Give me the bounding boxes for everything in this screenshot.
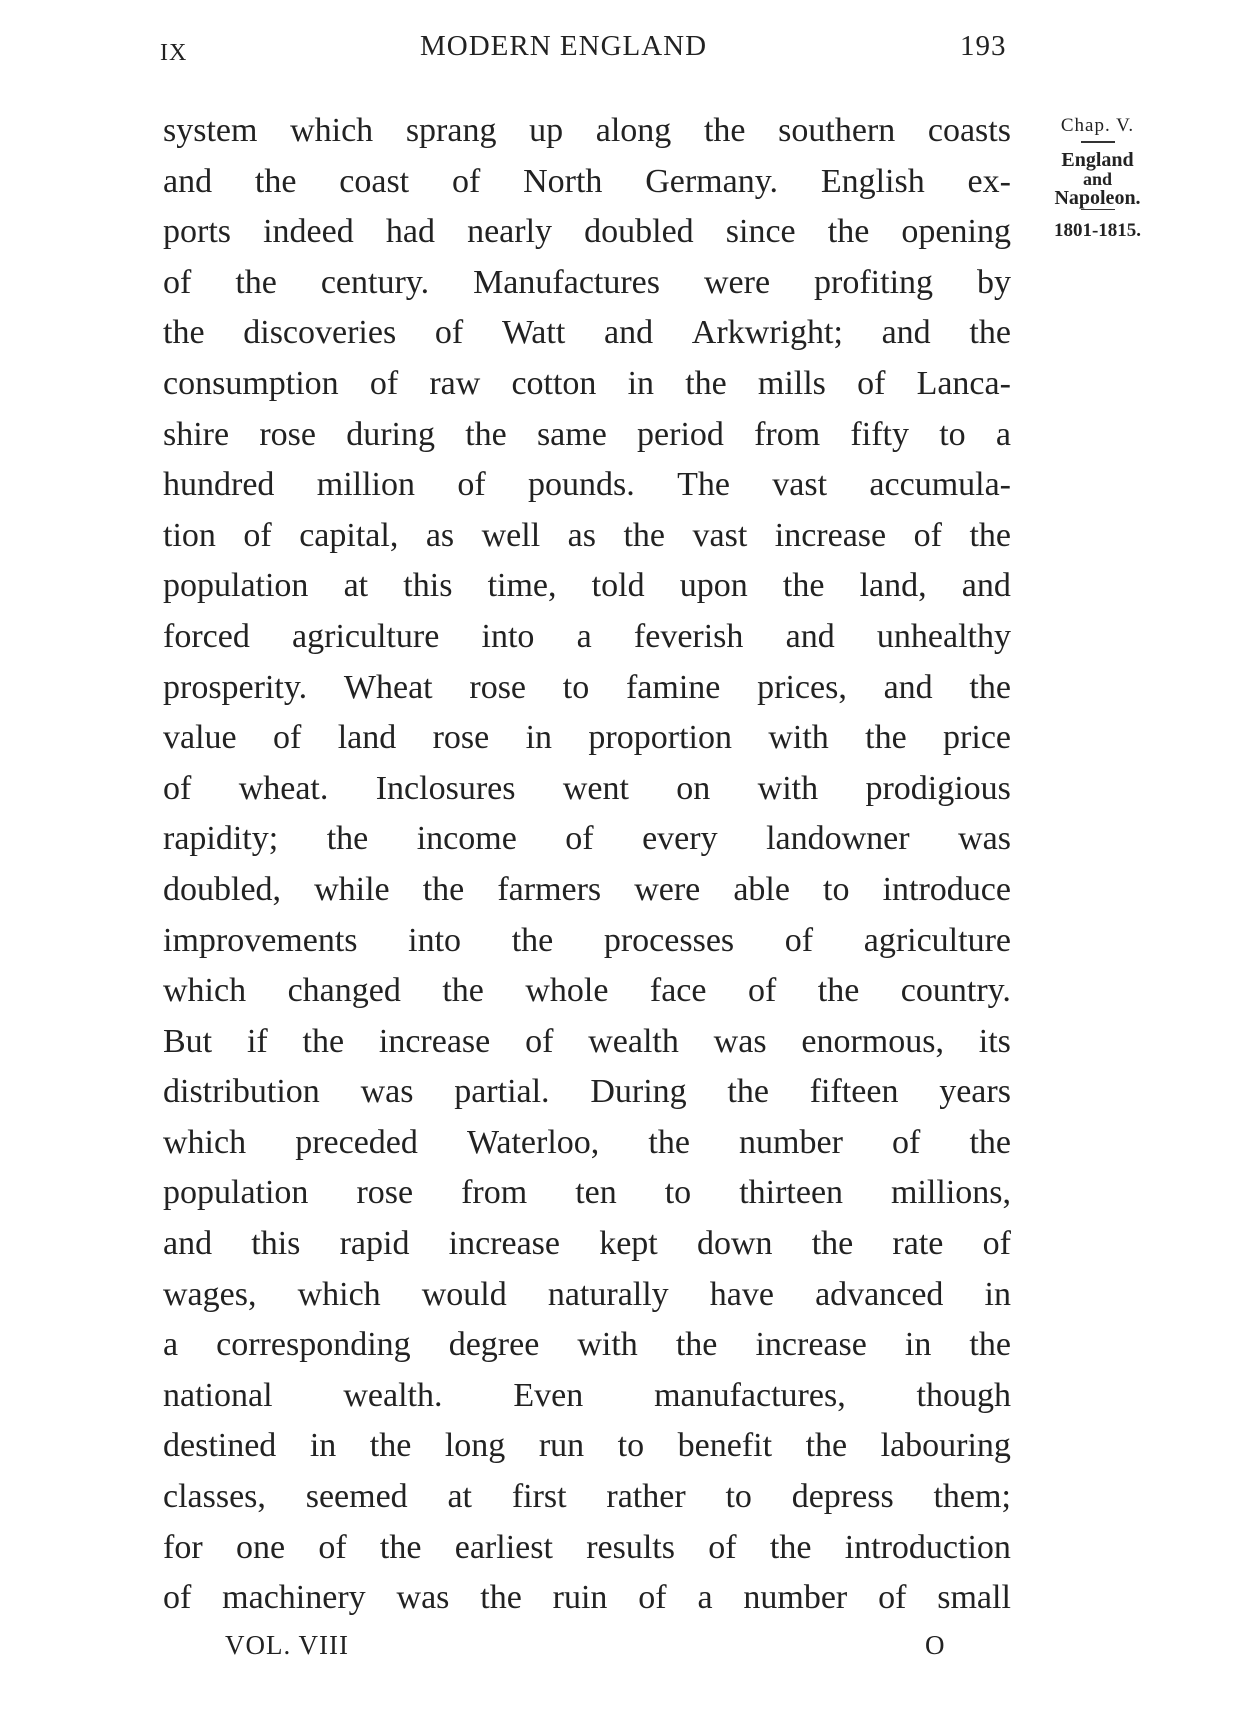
text-line: consumption of raw cotton in the mills of Lanca-	[163, 364, 1011, 402]
text-line: population rose from ten to thirteen millions,	[163, 1174, 1011, 1212]
text-line: destined in the long run to benefit the labouring	[163, 1427, 1011, 1465]
text-line: prosperity. Wheat rose to famine prices, and the	[163, 668, 1011, 706]
margin-line-1: England	[1061, 148, 1134, 171]
text-line: which preceded Waterloo, the number of the	[163, 1123, 1011, 1161]
text-line: forced agriculture into a feverish and unhealthy	[163, 617, 1011, 655]
text-line: which changed the whole face of the country.	[163, 972, 1011, 1010]
text-line: and the coast of North Germany. English ex-	[163, 162, 1011, 200]
text-line: system which sprang up along the southern coasts	[163, 112, 1011, 149]
footer-signature: O	[925, 1630, 945, 1660]
text-line: doubled, while the farmers were able to introduce	[163, 870, 1011, 908]
text-line: shire rose during the same period from fifty to a	[163, 415, 1011, 453]
text-line: improvements into the processes of agriculture	[163, 921, 1011, 959]
footer-volume: VOL. VIII	[225, 1630, 349, 1660]
text-line: national wealth. Even manufactures, though	[163, 1376, 1011, 1414]
text-line: of machinery was the ruin of a number of small	[163, 1579, 1011, 1617]
margin-chapter: Chap. V.	[1060, 115, 1135, 136]
text-line: for one of the earliest results of the introduction	[163, 1528, 1011, 1566]
text-line: the discoveries of Watt and Arkwright; and the	[163, 314, 1011, 352]
text-line: value of land rose in proportion with the price	[163, 719, 1011, 757]
margin-note	[1035, 115, 1160, 242]
text-line: But if the increase of wealth was enormous, its	[163, 1022, 1011, 1060]
margin-line-3: Napoleon.	[1054, 186, 1141, 209]
text-line: classes, seemed at first rather to depress them;	[163, 1478, 1011, 1516]
margin-rule	[1081, 141, 1115, 143]
running-title: MODERN ENGLAND	[420, 30, 708, 62]
text-line: rapidity; the income of every landowner was	[163, 820, 1011, 858]
margin-years: 1801-1815.	[1053, 220, 1142, 241]
text-line: wages, which would naturally have advanced in	[163, 1275, 1011, 1313]
text-line: ports indeed had nearly doubled since the opening	[163, 213, 1011, 251]
text-line: of the century. Manufactures were profiting by	[163, 263, 1011, 301]
text-line: a corresponding degree with the increase in the	[163, 1326, 1011, 1364]
text-line: and this rapid increase kept down the rate of	[163, 1225, 1011, 1263]
text-line: distribution was partial. During the fifteen years	[163, 1073, 1011, 1111]
text-line: hundred million of pounds. The vast accumula-	[163, 466, 1011, 504]
text-line: population at this time, told upon the land, and	[163, 567, 1011, 605]
page-number: 193	[960, 30, 1007, 62]
text-line: tion of capital, as well as the vast increase of the	[163, 516, 1011, 554]
text-line: of wheat. Inclosures went on with prodigious	[163, 769, 1011, 807]
margin-rule	[1081, 209, 1115, 211]
margin-line-2: and	[1082, 168, 1113, 189]
body-text	[163, 106, 1011, 1624]
chapter-numeral: IX	[160, 40, 188, 66]
